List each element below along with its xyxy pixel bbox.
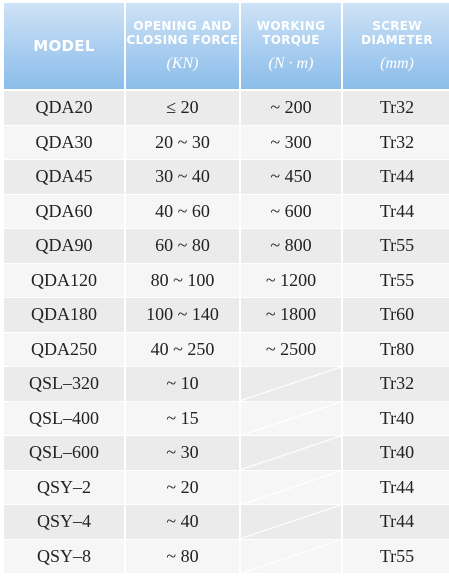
cell-torque: ~ 450 (241, 160, 341, 195)
diagonal-slash (241, 367, 341, 401)
cell-screw: Tr44 (343, 505, 449, 540)
cell-screw: Tr80 (343, 333, 449, 368)
cell-screw: Tr44 (343, 195, 449, 230)
cell-force: ~ 80 (126, 540, 239, 575)
cell-model: QDA250 (4, 333, 124, 368)
cell-torque: ~ 300 (241, 126, 341, 161)
cell-model: QSL–400 (4, 402, 124, 437)
cell-force: 40 ~ 250 (126, 333, 239, 368)
spec-table (4, 3, 449, 574)
header-screw-unit: (mm) (380, 55, 414, 72)
cell-torque-empty (241, 436, 341, 471)
spec-grid (4, 3, 449, 574)
header-torque (241, 3, 341, 91)
cell-force: 80 ~ 100 (126, 264, 239, 299)
cell-torque: ~ 800 (241, 229, 341, 264)
cell-torque: ~ 2500 (241, 333, 341, 368)
cell-torque-empty (241, 505, 341, 540)
cell-model: QSL–320 (4, 367, 124, 402)
diagonal-slash (241, 540, 341, 574)
cell-model: QDA30 (4, 126, 124, 161)
header-screw (343, 3, 449, 91)
diagonal-slash (241, 402, 341, 436)
header-force (126, 3, 239, 91)
cell-model: QDA45 (4, 160, 124, 195)
cell-model: QSY–4 (4, 505, 124, 540)
cell-screw: Tr55 (343, 540, 449, 575)
cell-model: QSY–8 (4, 540, 124, 575)
cell-screw: Tr44 (343, 471, 449, 506)
cell-screw: Tr60 (343, 298, 449, 333)
diagonal-slash (241, 505, 341, 539)
diagonal-slash (241, 436, 341, 470)
header-torque-unit: (N · m) (268, 55, 314, 72)
header-screw-line2: DIAMETER (361, 33, 433, 47)
header-force-unit: (KN) (166, 55, 199, 72)
diagonal-slash (241, 471, 341, 505)
cell-screw: Tr40 (343, 436, 449, 471)
cell-force: 60 ~ 80 (126, 229, 239, 264)
cell-screw: Tr32 (343, 367, 449, 402)
cell-force: ~ 20 (126, 471, 239, 506)
cell-screw: Tr44 (343, 160, 449, 195)
cell-force: ~ 40 (126, 505, 239, 540)
cell-torque-empty (241, 540, 341, 575)
cell-force: 40 ~ 60 (126, 195, 239, 230)
cell-model: QDA180 (4, 298, 124, 333)
cell-screw: Tr32 (343, 126, 449, 161)
header-force-line1: OPENING AND (133, 19, 232, 33)
header-screw-line1: SCREW (372, 19, 422, 33)
cell-torque: ~ 1200 (241, 264, 341, 299)
header-torque-line1: WORKING (256, 19, 326, 33)
cell-force: 30 ~ 40 (126, 160, 239, 195)
cell-model: QDA90 (4, 229, 124, 264)
cell-force: 20 ~ 30 (126, 126, 239, 161)
cell-model: QDA60 (4, 195, 124, 230)
header-torque-line2: TORQUE (262, 33, 320, 47)
cell-torque: ~ 600 (241, 195, 341, 230)
cell-model: QSY–2 (4, 471, 124, 506)
cell-torque: ~ 1800 (241, 298, 341, 333)
cell-force: ≤ 20 (126, 91, 239, 126)
cell-force: ~ 15 (126, 402, 239, 437)
cell-force: ~ 10 (126, 367, 239, 402)
cell-torque-empty (241, 471, 341, 506)
cell-torque-empty (241, 367, 341, 402)
cell-model: QSL–600 (4, 436, 124, 471)
cell-screw: Tr55 (343, 264, 449, 299)
header-model-label: MODEL (33, 37, 95, 55)
cell-force: ~ 30 (126, 436, 239, 471)
cell-screw: Tr32 (343, 91, 449, 126)
cell-torque-empty (241, 402, 341, 437)
cell-force: 100 ~ 140 (126, 298, 239, 333)
cell-screw: Tr55 (343, 229, 449, 264)
cell-model: QDA20 (4, 91, 124, 126)
cell-torque: ~ 200 (241, 91, 341, 126)
header-force-line2: CLOSING FORCE (126, 33, 239, 47)
cell-model: QDA120 (4, 264, 124, 299)
header-model (4, 3, 124, 91)
cell-screw: Tr40 (343, 402, 449, 437)
